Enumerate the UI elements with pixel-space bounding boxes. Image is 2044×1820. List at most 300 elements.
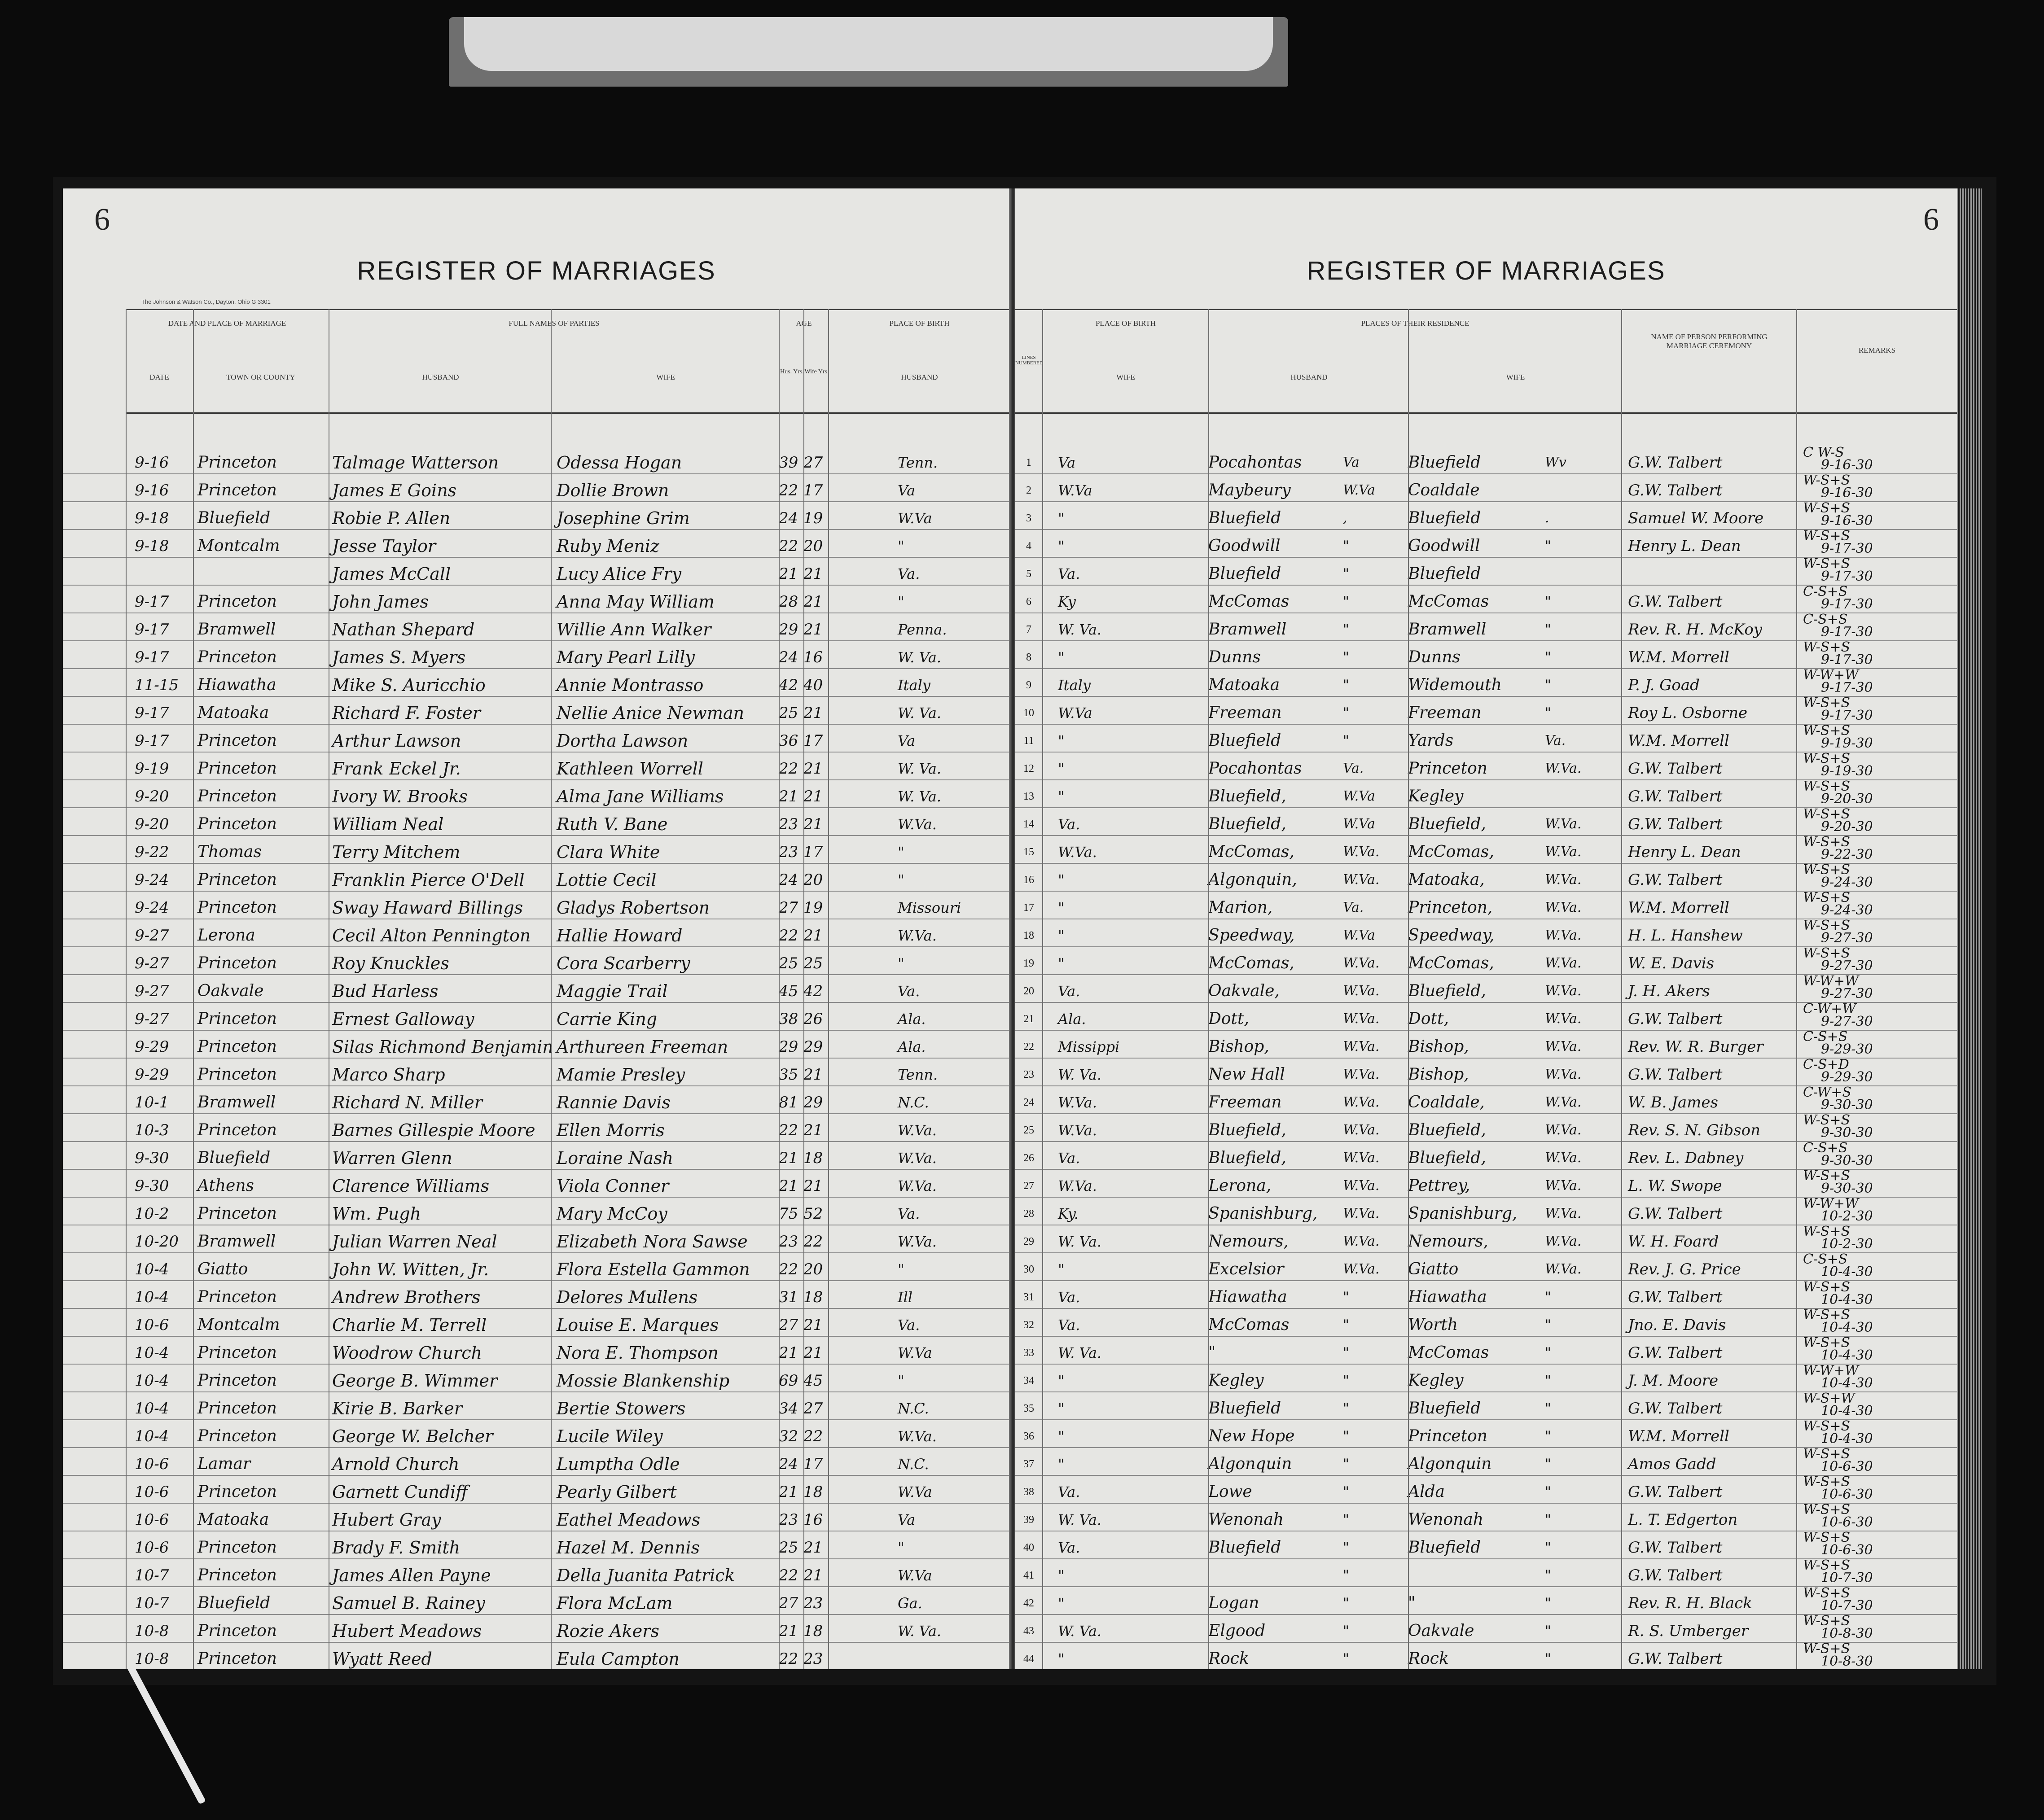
table-row	[1015, 641, 1957, 669]
cell-hst: Va.	[1343, 761, 1364, 776]
cell-n: 8	[1026, 652, 1031, 663]
cell-wpob: Va.	[1058, 816, 1080, 833]
cell-officiant: G.W. Talbert	[1628, 454, 1723, 472]
cell-officiant: G.W. Talbert	[1628, 1650, 1723, 1668]
cell-remark-1: C-S+S	[1803, 1140, 1848, 1156]
cell-hst: "	[1343, 1540, 1349, 1555]
cell-hage: 42	[779, 676, 798, 694]
cell-town: Bluefield	[197, 1149, 271, 1167]
cell-hpob: N.C.	[898, 1456, 929, 1473]
cell-wres: Bluefield,	[1408, 982, 1486, 1000]
cell-town: Bramwell	[197, 1093, 276, 1111]
cell-wpob: Ky	[1058, 593, 1076, 610]
table-row	[1015, 1253, 1957, 1281]
table-row	[63, 1225, 1010, 1253]
cell-wst: "	[1545, 1289, 1551, 1305]
cell-wpob: W. Va.	[1058, 1066, 1102, 1083]
cell-wst: "	[1545, 1484, 1551, 1500]
cell-remark-1: W-S+S	[1803, 1168, 1851, 1184]
cell-hres: McComas,	[1208, 954, 1294, 972]
cell-hage: 27	[779, 1594, 798, 1612]
column-header	[126, 309, 1010, 414]
cell-remark-1: W-S+S	[1803, 1335, 1851, 1351]
column-rule	[803, 309, 804, 1669]
cell-hpob: Tenn.	[898, 454, 938, 471]
column-rule	[551, 309, 552, 1669]
cell-husband: Roy Knuckles	[332, 954, 449, 973]
cell-remark-1: W-S+S	[1803, 556, 1851, 572]
table-row	[63, 1392, 1010, 1420]
cell-wpob: "	[1058, 1261, 1065, 1278]
cell-remark-2: 9-27-30	[1821, 930, 1873, 946]
header-residence: PLACES OF THEIR RESIDENCE HUSBAND WIFE	[1208, 310, 1621, 412]
table-row	[1015, 892, 1957, 919]
column-rule	[828, 309, 829, 1669]
cell-hst: W.Va.	[1343, 1234, 1380, 1249]
cell-wpob: "	[1058, 1456, 1065, 1473]
cell-date: 10-4	[135, 1288, 169, 1306]
cell-hpob: N.C.	[898, 1094, 929, 1111]
cell-officiant: G.W. Talbert	[1628, 1066, 1723, 1084]
cell-wres: McComas,	[1408, 954, 1494, 972]
cell-remark-1: W-S+S	[1803, 862, 1851, 878]
table-row	[63, 1114, 1010, 1142]
cell-remark-2: 10-7-30	[1821, 1598, 1873, 1614]
cell-wpob: Va.	[1058, 565, 1080, 582]
cell-hpob: Ill	[898, 1289, 913, 1306]
cell-husband: Silas Richmond Benjamin	[332, 1037, 553, 1057]
cell-town: Giatto	[197, 1260, 248, 1278]
table-row	[1015, 669, 1957, 697]
cell-remark-2: 9-29-30	[1821, 1041, 1873, 1057]
cell-hres: Algonquin	[1208, 1455, 1292, 1473]
table-row	[63, 947, 1010, 975]
table-row	[1015, 1142, 1957, 1170]
cell-wres: Giatto	[1408, 1260, 1459, 1278]
cell-date: 9-30	[135, 1177, 169, 1195]
cell-date: 10-3	[135, 1121, 169, 1139]
table-row	[63, 808, 1010, 836]
cell-wife: Josephine Grim	[557, 508, 690, 528]
cell-wst: "	[1545, 677, 1551, 693]
column-rule	[126, 309, 127, 1669]
table-row	[1015, 1531, 1957, 1559]
cell-town: Princeton	[197, 1649, 277, 1668]
cell-hst: "	[1343, 733, 1349, 748]
cell-wst: Wv	[1545, 455, 1566, 470]
table-row	[1015, 1504, 1957, 1531]
cell-wage: 29	[803, 1038, 823, 1056]
table-row	[1015, 975, 1957, 1003]
cell-hres: Dunns	[1208, 648, 1261, 666]
cell-officiant: G.W. Talbert	[1628, 1205, 1723, 1223]
cell-remark-2: 10-2-30	[1821, 1236, 1873, 1252]
cell-wst: W.Va.	[1545, 955, 1582, 971]
cell-hres: Freeman	[1208, 1093, 1282, 1111]
cell-wage: 52	[803, 1205, 823, 1223]
cell-officiant: Rev. J. G. Price	[1628, 1260, 1741, 1278]
cell-remark-1: W-S+S	[1803, 1279, 1851, 1295]
cell-wife: Loraine Nash	[557, 1148, 674, 1168]
cell-remark-2: 9-16-30	[1821, 513, 1873, 529]
cell-hpob: W.Va.	[898, 1233, 937, 1250]
cell-hpob: Va	[898, 482, 916, 499]
table-row	[1015, 1559, 1957, 1587]
cell-town: Hiawatha	[197, 676, 276, 694]
cell-hst: W.Va.	[1343, 1039, 1380, 1054]
cell-wres: McComas	[1408, 592, 1489, 611]
cell-n: 38	[1023, 1486, 1034, 1498]
printer-imprint: The Johnson & Watson Co., Dayton, Ohio G 3301	[141, 298, 271, 305]
table-row	[63, 1031, 1010, 1059]
cell-officiant: Rev. W. R. Burger	[1628, 1038, 1763, 1056]
cell-date: 9-17	[135, 704, 169, 722]
cell-n: 9	[1026, 679, 1031, 691]
cell-town: Princeton	[197, 1483, 277, 1501]
cell-hres: Kegley	[1208, 1371, 1264, 1390]
cell-date: 10-2	[135, 1205, 169, 1223]
cell-n: 4	[1026, 540, 1031, 552]
cell-officiant: G.W. Talbert	[1628, 1539, 1723, 1557]
cell-hst: W.Va.	[1343, 1067, 1380, 1082]
cell-wst: "	[1545, 1567, 1551, 1583]
cell-wage: 22	[803, 1427, 823, 1445]
cell-date: 9-27	[135, 982, 169, 1000]
cell-wst: W.Va.	[1545, 872, 1582, 888]
cell-hpob: Penna.	[898, 621, 947, 638]
cell-date: 9-29	[135, 1038, 169, 1056]
cell-hres: Logan	[1208, 1594, 1259, 1612]
cell-town: Princeton	[197, 898, 277, 917]
cell-hage: 27	[779, 899, 798, 917]
cell-n: 12	[1023, 763, 1034, 774]
table-row	[63, 864, 1010, 892]
cell-wpob: Italy	[1058, 677, 1091, 694]
cell-hres: McComas	[1208, 1316, 1290, 1334]
cell-hage: 31	[779, 1288, 798, 1306]
cell-hres: Algonquin,	[1208, 871, 1297, 889]
table-row	[1015, 1114, 1957, 1142]
cell-husband: George W. Belcher	[332, 1426, 493, 1446]
table-row	[1015, 1365, 1957, 1392]
cell-wres: Coaldale,	[1408, 1093, 1485, 1111]
cell-hres: Speedway,	[1208, 926, 1295, 945]
table-row	[1015, 725, 1957, 752]
cell-officiant: J. H. Akers	[1628, 982, 1710, 1000]
table-row	[1015, 1170, 1957, 1198]
cell-remark-1: W-S+S	[1803, 751, 1851, 766]
header-place-of-birth: PLACE OF BIRTH HUSBAND	[828, 310, 1010, 412]
table-row	[1015, 1392, 1957, 1420]
cell-hst: "	[1343, 1428, 1349, 1444]
cell-hpob: "	[898, 1372, 904, 1389]
cell-wres: McComas,	[1408, 843, 1494, 861]
cell-hage: 23	[779, 1511, 798, 1529]
table-row	[63, 1253, 1010, 1281]
cell-wpob: Missippi	[1058, 1038, 1120, 1055]
cell-date: 10-6	[135, 1483, 169, 1501]
cell-wife: Eathel Meadows	[557, 1510, 701, 1530]
cell-hres: Bluefield,	[1208, 1149, 1286, 1167]
cell-wst: "	[1545, 1456, 1551, 1472]
cell-hpob: W.Va.	[898, 1150, 937, 1167]
table-row	[1015, 836, 1957, 864]
cell-remark-2: 9-17-30	[1821, 596, 1873, 612]
cell-remark-1: W-S+S	[1803, 1307, 1851, 1323]
cell-n: 5	[1026, 568, 1031, 580]
table-row	[1015, 780, 1957, 808]
cell-wife: Carrie King	[557, 1009, 658, 1029]
cell-wpob: "	[1058, 510, 1065, 527]
table-row	[1015, 752, 1957, 780]
cell-remark-2: 9-17-30	[1821, 541, 1873, 556]
cell-wpob: Va.	[1058, 983, 1080, 1000]
cell-hpob: "	[898, 1539, 904, 1556]
cell-husband: Hubert Gray	[332, 1510, 441, 1530]
cell-officiant: G.W. Talbert	[1628, 1566, 1723, 1584]
cell-hst: "	[1343, 1400, 1349, 1416]
table-row	[1015, 947, 1957, 975]
cell-town: Matoaka	[197, 1510, 269, 1529]
cell-wage: 25	[803, 954, 823, 972]
cell-husband: William Neal	[332, 814, 444, 834]
cell-hpob: W. Va.	[898, 649, 942, 666]
cell-hpob: W. Va.	[898, 1623, 942, 1640]
cell-n: 42	[1023, 1597, 1034, 1609]
cell-officiant: H. L. Hanshew	[1628, 927, 1743, 945]
cell-date: 9-20	[135, 788, 169, 805]
cell-n: 44	[1023, 1653, 1034, 1665]
cell-wage: 22	[803, 1233, 823, 1251]
cell-hage: 21	[779, 788, 798, 805]
cell-wage: 19	[803, 509, 823, 527]
table-row	[63, 1615, 1010, 1643]
cell-wife: Maggie Trail	[557, 981, 668, 1001]
cell-wage: 21	[803, 1121, 823, 1139]
cell-remark-1: C-S+S	[1803, 1251, 1848, 1267]
cell-hres: Bluefield,	[1208, 787, 1286, 805]
cell-hage: 81	[779, 1094, 798, 1111]
cell-wres: Oakvale	[1408, 1622, 1474, 1640]
cell-wage: 21	[803, 1566, 823, 1584]
page-title: REGISTER OF MARRIAGES	[1307, 256, 1666, 285]
cell-wage: 17	[803, 732, 823, 750]
cell-n: 11	[1023, 735, 1034, 747]
cell-wres	[1408, 1562, 1543, 1586]
cell-wage: 18	[803, 1149, 823, 1167]
cell-wage: 21	[803, 788, 823, 805]
cell-remark-1: W-S+S	[1803, 890, 1851, 906]
cell-husband: Sway Haward Billings	[332, 898, 523, 918]
cell-hage: 22	[779, 537, 798, 555]
table-row	[63, 892, 1010, 919]
page-title: REGISTER OF MARRIAGES	[357, 256, 716, 285]
table-row	[1015, 1031, 1957, 1059]
cell-remark-2: 9-24-30	[1821, 875, 1873, 890]
table-row	[63, 725, 1010, 752]
cell-hres: McComas,	[1208, 843, 1294, 861]
cell-wst: W.Va.	[1545, 983, 1582, 999]
cell-wpob: W.Va.	[1058, 1094, 1097, 1111]
cell-hres: Bluefield,	[1208, 815, 1286, 833]
cell-hage: 39	[779, 454, 798, 472]
cell-husband: Richard F. Foster	[332, 703, 481, 723]
cell-hst: W.Va.	[1343, 1122, 1380, 1138]
cell-husband: Warren Glenn	[332, 1148, 452, 1168]
cell-officiant: G.W. Talbert	[1628, 1010, 1723, 1028]
table-row	[1015, 1587, 1957, 1615]
cell-hage: 21	[779, 1149, 798, 1167]
cell-town: Athens	[197, 1177, 254, 1195]
cell-husband: Hubert Meadows	[332, 1621, 482, 1641]
cell-wife: Lumptha Odle	[557, 1454, 680, 1474]
cell-hage: 21	[779, 1483, 798, 1501]
cell-remark-1: W-S+S	[1803, 918, 1851, 933]
cell-hage: 21	[779, 565, 798, 583]
cell-husband: James Allen Payne	[332, 1566, 491, 1585]
table-row	[63, 613, 1010, 641]
cell-wage: 27	[803, 1400, 823, 1418]
cell-hres: Pocahontas	[1208, 759, 1302, 778]
cell-officiant: Amos Gadd	[1628, 1455, 1716, 1473]
cell-husband: Kirie B. Barker	[332, 1399, 462, 1418]
cell-remark-2: 10-8-30	[1821, 1626, 1873, 1641]
cell-wpob: W. Va.	[1058, 1623, 1102, 1640]
cell-wst: W.Va.	[1545, 1234, 1582, 1249]
cell-remark-2: 10-8-30	[1821, 1654, 1873, 1669]
cell-remark-1: W-S+S	[1803, 1446, 1851, 1462]
table-row	[1015, 1448, 1957, 1476]
table-row	[63, 697, 1010, 725]
cell-officiant: W. B. James	[1628, 1094, 1718, 1111]
cell-remark-1: W-W+W	[1803, 1363, 1859, 1378]
cell-hres: McComas	[1208, 592, 1290, 611]
table-row	[1015, 864, 1957, 892]
cell-town: Princeton	[197, 1288, 277, 1306]
cell-remark-2: 9-30-30	[1821, 1153, 1873, 1168]
table-row	[1015, 474, 1957, 502]
cell-town: Princeton	[197, 1121, 277, 1139]
cell-remark-1: W-W+W	[1803, 973, 1859, 989]
cell-husband: Arthur Lawson	[332, 731, 461, 751]
cell-date: 10-4	[135, 1400, 169, 1418]
cell-hage: 22	[779, 1260, 798, 1278]
column-rule	[1796, 309, 1797, 1669]
table-row	[1015, 808, 1957, 836]
page-number: 6	[1923, 202, 1939, 237]
cell-hres: Elgood	[1208, 1622, 1266, 1640]
cell-husband: Garnett Cundiff	[332, 1482, 468, 1502]
cell-remark-1: W-S+S	[1803, 528, 1851, 544]
cell-wage: 21	[803, 621, 823, 639]
cell-hst: W.Va.	[1343, 1178, 1380, 1194]
cell-town: Princeton	[197, 759, 277, 778]
cell-hpob: Va.	[898, 1205, 920, 1222]
table-row	[63, 1281, 1010, 1309]
table-row	[1015, 1225, 1957, 1253]
cell-hpob: W. Va.	[898, 760, 942, 777]
cell-wst: W.Va.	[1545, 816, 1582, 832]
cell-wst: W.Va.	[1545, 1261, 1582, 1277]
cell-n: 22	[1023, 1041, 1034, 1053]
cell-town: Montcalm	[197, 1316, 280, 1334]
cell-hres: Nemours,	[1208, 1232, 1289, 1251]
cell-wst: "	[1545, 1651, 1551, 1667]
cell-remark-2: 10-4-30	[1821, 1375, 1873, 1391]
table-row	[63, 1198, 1010, 1225]
cell-town	[197, 560, 328, 585]
cell-husband: Samuel B. Rainey	[332, 1593, 485, 1613]
cell-wage: 16	[803, 1511, 823, 1529]
cell-n: 33	[1023, 1347, 1034, 1359]
cell-n: 19	[1023, 958, 1034, 969]
cell-remark-2: 9-24-30	[1821, 902, 1873, 918]
cell-wres: Pettrey,	[1408, 1177, 1470, 1195]
cell-hst: "	[1343, 1456, 1349, 1472]
table-row	[63, 752, 1010, 780]
cell-hpob: W.Va	[898, 1567, 932, 1584]
cell-remark-2: 9-30-30	[1821, 1097, 1873, 1113]
cell-wst: W.Va.	[1545, 900, 1582, 915]
cell-date: 9-29	[135, 1066, 169, 1084]
cell-hst: "	[1343, 1567, 1349, 1583]
cell-hst: W.Va.	[1343, 1150, 1380, 1166]
cell-n: 20	[1023, 985, 1034, 997]
cell-wres: Kegley	[1408, 1371, 1464, 1390]
cell-wst	[1545, 477, 1608, 501]
cell-hage: 34	[779, 1400, 798, 1418]
cell-hst: "	[1343, 594, 1349, 609]
cell-wpob: W.Va	[1058, 482, 1092, 499]
cell-wst: W.Va.	[1545, 844, 1582, 860]
cell-wife: Willie Ann Walker	[557, 620, 711, 639]
cell-hpob: Italy	[898, 677, 930, 694]
cell-wife: Delores Mullens	[557, 1287, 698, 1307]
cell-n: 41	[1023, 1570, 1034, 1581]
cell-date: 10-1	[135, 1094, 169, 1111]
cell-n: 30	[1023, 1264, 1034, 1275]
cell-wife: Odessa Hogan	[557, 453, 682, 472]
cell-town: Bramwell	[197, 620, 276, 639]
cell-hpob: Missouri	[898, 899, 961, 916]
cell-hpob: Va.	[898, 983, 920, 1000]
cell-hres: "	[1208, 1343, 1216, 1362]
cell-wres: Freeman	[1408, 704, 1482, 722]
cell-remark-1: W-S+S	[1803, 945, 1851, 961]
cell-remark-2: 9-17-30	[1821, 680, 1873, 696]
cell-n: 2	[1026, 485, 1031, 496]
cell-date: 9-17	[135, 593, 169, 611]
cell-remark-2: 9-16-30	[1821, 485, 1873, 501]
cell-wpob: "	[1058, 899, 1065, 916]
cell-hpob: W. Va.	[898, 788, 942, 805]
column-rule	[193, 309, 194, 1669]
cell-hpob: N.C.	[898, 1400, 929, 1417]
cell-hres: Maybeury	[1208, 481, 1291, 499]
cell-officiant: W.M. Morrell	[1628, 899, 1729, 917]
cell-wres: Bluefield	[1408, 564, 1481, 583]
cell-hst: "	[1343, 1512, 1349, 1527]
cell-remark-2: 9-20-30	[1821, 791, 1873, 807]
cell-wpob: W. Va.	[1058, 1344, 1102, 1361]
cell-hage: 32	[779, 1427, 798, 1445]
table-row	[1015, 502, 1957, 530]
cell-wpob: "	[1058, 760, 1065, 777]
cell-n: 16	[1023, 874, 1034, 886]
cell-hage: 22	[779, 1650, 798, 1668]
cell-remark-2: 10-4-30	[1821, 1292, 1873, 1308]
cell-wst: "	[1545, 1373, 1551, 1388]
